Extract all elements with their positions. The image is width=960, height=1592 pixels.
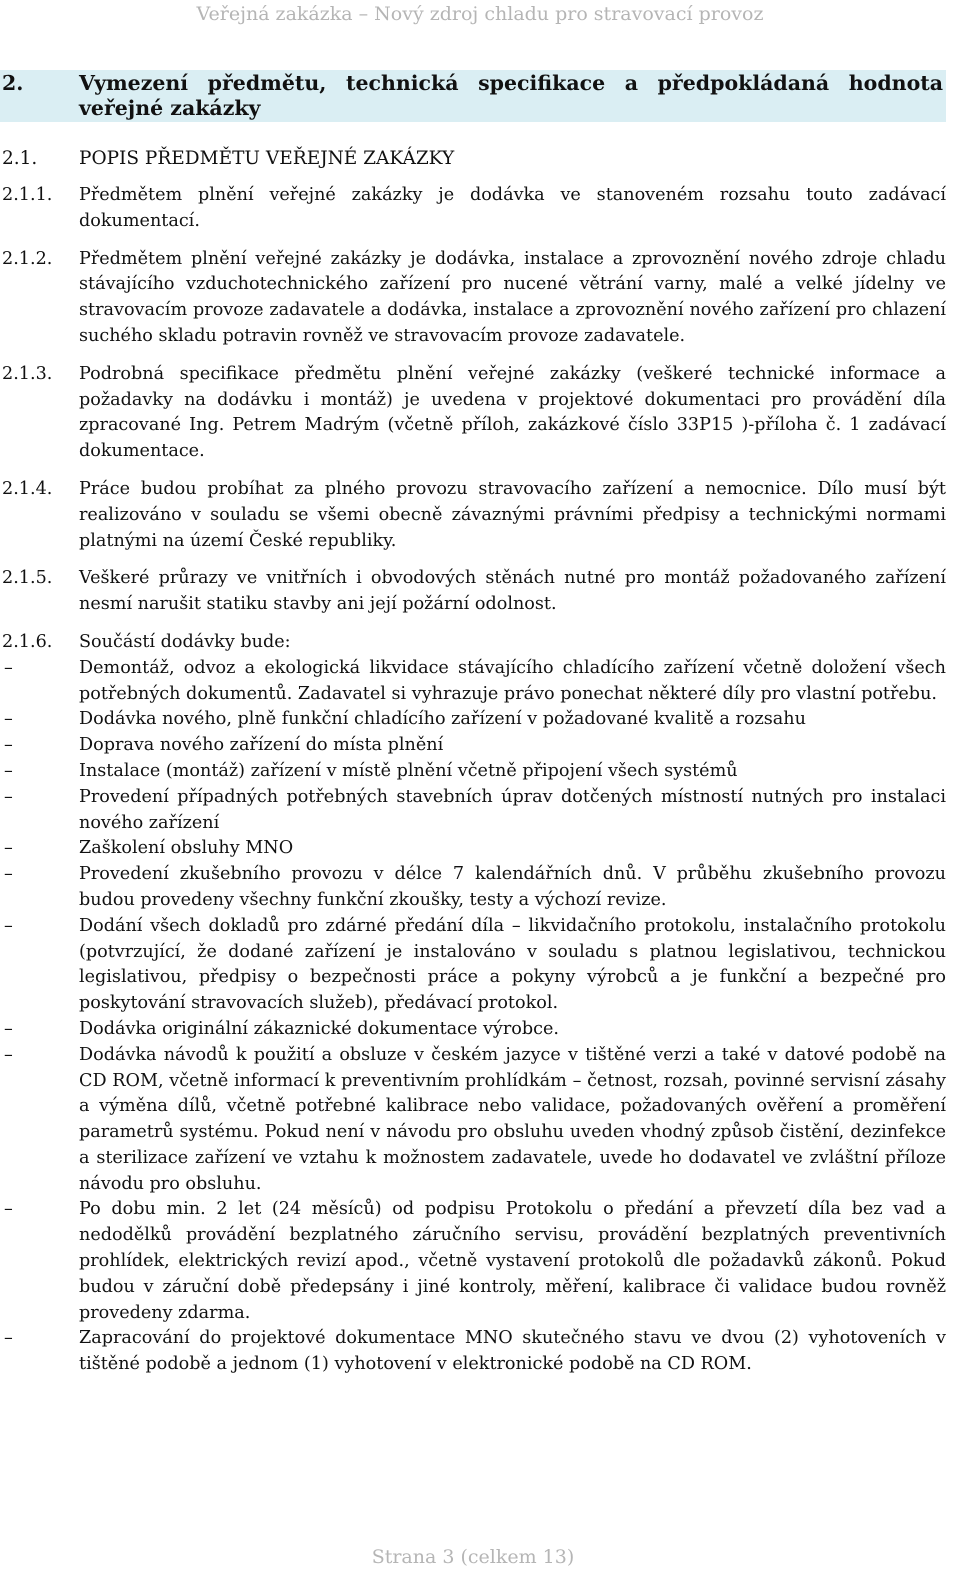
paragraph-2-1-5: [0, 566, 946, 618]
page-footer: Strana 3 (celkem 13): [371, 1546, 575, 1568]
list-item-text: Po dobu min. 2 let (24 měsíců) od podpisu Protokolu o předání a převzetí díla bez vad a nedodělků provádění bezplatného záručního servisu, provádění bezplatných preventivních prohlídek, elektrických revizí apod., včetně vystavení protokolů dle požadavků zákonů. Pokud budou v záruční době předepsány i jiné kontroly, měření, kalibrace či validace budou rovněž provedeny zdarma.: [79, 1199, 946, 1323]
paragraph-number: 2.1.2.: [2, 248, 53, 269]
paragraph-2-1-4: [0, 477, 946, 554]
paragraph-2-1-2: [0, 247, 946, 350]
section-title: [79, 71, 943, 121]
list-item-text: Provedení zkušebního provozu v délce 7 kalendářních dnů. V průběhu zkušebního provozu budou provedeny všechny funkční zkoušky, testy a výchozí revize.: [79, 864, 946, 910]
paragraph-text: Veškeré průrazy ve vnitřních i obvodových stěnách nutné pro montáž požadovaného zařízení nesmí narušit statiku stavby ani její požární odolnost.: [79, 568, 946, 615]
paragraph-text: Podrobná specifikace předmětu plnění veřejné zakázky (veškeré technické informace a požadavky na dodávku i montáž) je uvedena v projektové dokumentaci pro provádění díla zpracované Ing. Petrem Madrým (včetně příloh, zakázkové číslo 33P15 )-příloha č. 1 zadávací dokumentace.: [79, 363, 946, 462]
paragraph-text: Předmětem plnění veřejné zakázky je dodávka, instalace a zprovoznění nového zdroje chladu stávajícího vzduchotechnického zařízení pro nucené větrání varny, malé a velké jídelny ve stravovacím provoze zadavatele a dodávka, instalace a zprovoznění nového zařízení pro chlazení suchého skladu potravin rovněž ve stravovacím provoze zadavatele.: [79, 248, 946, 346]
paragraph-number: 2.1.3.: [2, 363, 53, 384]
list-item: [0, 1197, 946, 1326]
dash-bullet: –: [4, 915, 13, 936]
list-item: [0, 707, 946, 733]
list-item-text: Dodávka nového, plně funkční chladícího zařízení v požadované kvalitě a rozsahu: [79, 709, 806, 730]
list-item-text: Dodání všech dokladů pro zdárné předání díla – likvidačního protokolu, instalačního protokolu (potvrzující, že dodané zařízení je instalováno v souladu s platnou legislativou, technickou legislativou, předpisy o bezpečnosti práce a pokyny výrobců a je funkční a bezpečné pro poskytování stravovacích služeb), předávací protokol.: [79, 915, 946, 1014]
dash-bullet: –: [4, 1044, 13, 1065]
list-item: [0, 759, 946, 785]
list-item-text: Zaškolení obsluhy MNO: [79, 838, 294, 859]
dash-bullet: –: [4, 1199, 13, 1220]
paragraph-2-1-3: [0, 362, 946, 465]
list-item-text: Zapracování do projektové dokumentace MNO skutečného stavu ve dvou (2) vyhotoveních v tištěné podobě a jednom (1) vyhotovení v elektronické podobě na CD ROM.: [79, 1328, 946, 1375]
dash-bullet: –: [4, 735, 13, 756]
list-item-text: Instalace (montáž) zařízení v místě plnění včetně připojení všech systémů: [79, 760, 738, 781]
paragraph-number: 2.1.5.: [2, 568, 53, 589]
section-heading: [0, 70, 946, 122]
delivery-items-list: [0, 656, 946, 1378]
paragraph-number: 2.1.6.: [2, 631, 53, 652]
dash-bullet: –: [4, 760, 13, 781]
list-item: [0, 733, 946, 759]
list-item: [0, 785, 946, 837]
paragraph-text: Práce budou probíhat za plného provozu stravovacího zařízení a nemocnice. Dílo musí být realizováno v souladu se všemi obecně závaznými právními předpisy a technickými normami platnými na území České republiky.: [79, 478, 946, 551]
subsection-title: POPIS PŘEDMĚTU VEŘEJNÉ ZAKÁZKY: [79, 148, 455, 169]
page-header: Veřejná zakázka – Nový zdroj chladu pro stravovací provoz: [196, 3, 764, 25]
dash-bullet: –: [4, 657, 13, 678]
list-item-text: Provedení případných potřebných stavebních úprav dotčených místností nutných pro instalaci nového zařízení: [79, 786, 946, 833]
list-item: [0, 862, 946, 914]
section-title-line2: veřejné zakázky: [79, 96, 261, 120]
list-item-text: Doprava nového zařízení do místa plnění: [79, 735, 444, 756]
paragraph-number: 2.1.4.: [2, 478, 53, 499]
paragraph-text: Předmětem plnění veřejné zakázky je dodávka ve stanoveném rozsahu touto zadávací dokumentací.: [79, 185, 946, 231]
dash-bullet: –: [4, 864, 13, 885]
paragraph-2-1-6: [0, 630, 946, 656]
paragraph-text: Součástí dodávky bude:: [79, 631, 291, 652]
list-item: [0, 836, 946, 862]
list-item: [0, 1017, 946, 1043]
list-item: [0, 1043, 946, 1198]
dash-bullet: –: [4, 1018, 13, 1039]
dash-bullet: –: [4, 709, 13, 730]
list-item-text: Dodávka originální zákaznické dokumentace výrobce.: [79, 1018, 559, 1039]
list-item: [0, 914, 946, 1017]
dash-bullet: –: [4, 1328, 13, 1349]
paragraph-2-1-1: [0, 183, 946, 235]
list-item: [0, 1326, 946, 1378]
section-title-line1: Vymezení předmětu, technická specifikace a předpokládaná hodnota: [79, 71, 943, 95]
dash-bullet: –: [4, 838, 13, 859]
dash-bullet: –: [4, 786, 13, 807]
list-item-text: Demontáž, odvoz a ekologická likvidace stávajícího chladícího zařízení včetně doložení všech potřebných dokumentů. Zadavatel si vyhrazuje právo ponechat některé díly pro vlastní potřebu.: [79, 657, 946, 704]
subsection-number: 2.1.: [2, 148, 38, 169]
document-body: [0, 183, 946, 1378]
list-item: [0, 656, 946, 708]
section-number: 2.: [2, 71, 24, 95]
paragraph-number: 2.1.1.: [2, 185, 53, 205]
list-item-text: Dodávka návodů k použití a obsluze v českém jazyce v tištěné verzi a také v datové podobě na CD ROM, včetně informací k preventivním prohlídkám – četnost, rozsah, povinné servisní zásahy a výměna dílů, včetně potřebné kalibrace nebo validace, požadovaných ověření a proměření parametrů systému. Pokud není v návodu pro obsluhu uveden vhodný způsob čistění, dezinfekce a sterilizace zařízení ve vztahu k možnostem zadavatele, uvede ho dodavatel ve zvláštní příloze návodu pro obsluhu.: [79, 1044, 946, 1194]
